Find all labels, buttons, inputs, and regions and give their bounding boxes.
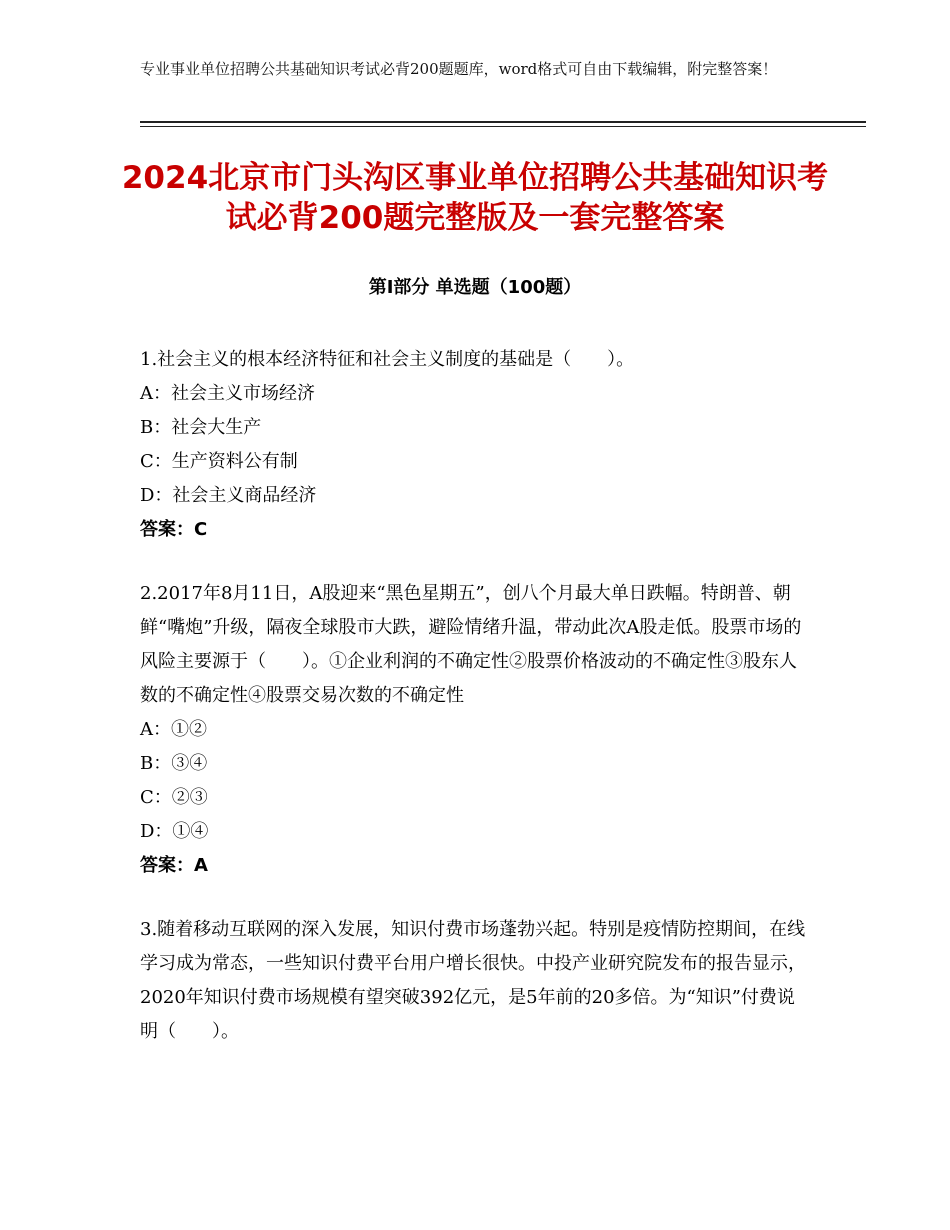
- question-list: [140, 343, 810, 1079]
- option-c: C：②③: [140, 787, 208, 808]
- header-divider-thick: [140, 121, 866, 123]
- option-c: C：生产资料公有制: [140, 451, 298, 472]
- header-note: 专业事业单位招聘公共基础知识考试必背200题题库，word格式可自由下载编辑，附完整答案！: [140, 60, 778, 78]
- option-d: D：社会主义商品经济: [140, 485, 317, 506]
- question-text: 2.2017年8月11日，A股迎来“黑色星期五”，创八个月最大单日跌幅。特朗普、朝鲜“嘴炮”升级，隔夜全球股市大跌，避险情绪升温，带动此次A股走低。股票市场的风险主要源于（ ）。①企业利润的不确定性②股票价格波动的不确定性③股东人数的不确定性④股票交易次数的不确定性: [140, 583, 802, 706]
- header-divider-thin: [140, 126, 866, 127]
- answer-label: 答案：C: [140, 519, 208, 540]
- option-a: A：社会主义市场经济: [140, 383, 315, 404]
- section-heading: 第Ⅰ部分 单选题（100题）: [368, 277, 582, 298]
- option-a: A：①②: [140, 719, 207, 740]
- question-text: 1.社会主义的根本经济特征和社会主义制度的基础是（ ）。: [140, 349, 635, 370]
- question-1: [140, 343, 810, 547]
- question-text: 3.随着移动互联网的深入发展，知识付费市场蓬勃兴起。特别是疫情防控期间，在线学习成为常态，一些知识付费平台用户增长很快。中投产业研究院发布的报告显示，2020年知识付费市场规模有望突破392亿元，是5年前的20多倍。为“知识”付费说明（ ）。: [140, 919, 806, 1042]
- option-d: D：①④: [140, 821, 209, 842]
- question-2: [140, 577, 810, 883]
- option-b: B：社会大生产: [140, 417, 262, 438]
- document-title: 2024北京市门头沟区事业单位招聘公共基础知识考试必背200题完整版及一套完整答案: [121, 160, 829, 236]
- option-b: B：③④: [140, 753, 208, 774]
- answer-label: 答案：A: [140, 855, 208, 876]
- question-3: [140, 913, 810, 1049]
